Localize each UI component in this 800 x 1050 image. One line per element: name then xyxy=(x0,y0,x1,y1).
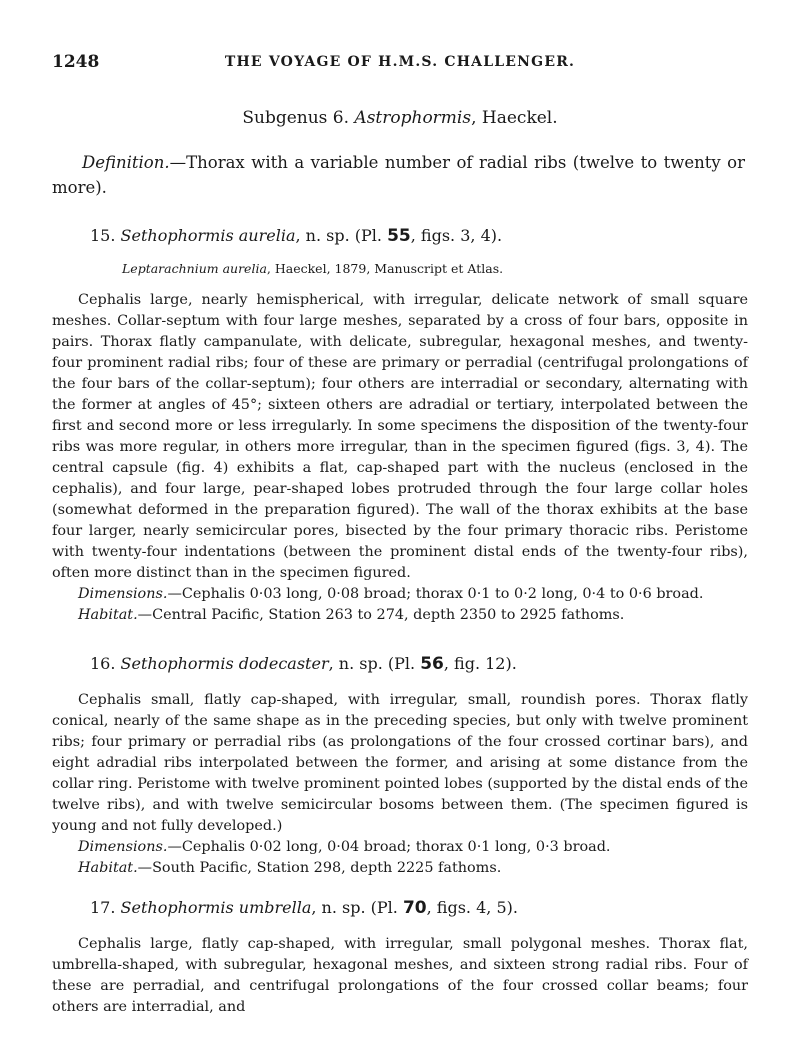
species-description-block xyxy=(52,690,748,879)
definition-paragraph xyxy=(52,150,745,200)
synonym-name: Leptarachnium aurelia xyxy=(122,261,267,276)
habitat-label: Habitat. xyxy=(78,607,138,623)
dimensions-label: Dimensions. xyxy=(78,586,168,602)
habitat-text: —Central Pacific, Station 263 to 274, depth 2350 to 2925 fathoms. xyxy=(137,607,625,623)
dimensions-line xyxy=(52,584,748,605)
species-name: Sethophormis umbrella xyxy=(120,898,312,917)
dimensions-line xyxy=(52,837,748,858)
species-description: Cephalis large, flatly cap-shaped, with irregular, small polygonal meshes. Thorax flat, umbrella-shaped, with subregular, hexagonal meshes, and sixteen strong radial ribs. Four of these are perradial, and centrifugal prolongations of the four crossed collar beams; four others are interradial, and xyxy=(52,936,748,1015)
definition-label: Definition. xyxy=(82,153,170,172)
plate-number: 55 xyxy=(387,226,411,246)
species-number: 16. xyxy=(90,654,116,673)
synonym-ref: , Haeckel, 1879, Manuscript et Atlas. xyxy=(266,261,504,276)
habitat-text: —South Pacific, Station 298, depth 2225 fathoms. xyxy=(137,860,502,876)
species-description: Cephalis large, nearly hemispherical, with irregular, delicate network of small square meshes. Collar-septum with four large meshes, separated by a cross of four bars, opposite in pairs. Thorax flatly campanulate, with delicate, subregular, hexagonal meshes, and twenty-four prominent radial ribs; four of these are primary or perradial (centrifugal prolongations of the four bars of the collar-septum); four others are interradial or secondary, alternating with the former at angles of 45°; sixteen others are adradial or tertiary, interpolated between the first and second more or less irregularly. In some specimens the disposition of the twenty-four ribs was more regular, in others more irregular, than in the specimen figured (figs. 3, 4). The central capsule (fig. 4) exhibits a flat, cap-shaped part with the nucleus (enclosed in the cephalis), and four large, pear-shaped lobes protruded through the four large collar holes (somewhat deformed in the preparation figured). The wall of the thorax exhibits at the base four larger, nearly semicircular pores, bisected by the four primary thoracic ribs. Peristome with twenty-four indentations (between the prominent distal ends of the twenty-four ribs), often more distinct than in the specimen figured. xyxy=(52,292,748,581)
dimensions-label: Dimensions. xyxy=(78,839,168,855)
running-title: THE VOYAGE OF H.M.S. CHALLENGER. xyxy=(224,54,576,70)
species-number: 17. xyxy=(90,898,116,917)
plate-number: 70 xyxy=(402,898,427,918)
habitat-line xyxy=(52,858,748,879)
habitat-line xyxy=(52,605,748,626)
dimensions-text: —Cephalis 0·03 long, 0·08 broad; thorax 0·1 to 0·2 long, 0·4 to 0·6 broad. xyxy=(167,586,704,602)
species-figs: , figs. 4, 5). xyxy=(426,898,518,917)
species-heading xyxy=(90,654,750,674)
species-number: 15. xyxy=(90,226,116,245)
species-suffix: , n. sp. (Pl. xyxy=(328,654,416,673)
synonym-line xyxy=(122,261,750,276)
subgenus-prefix: Subgenus 6. xyxy=(242,108,350,128)
definition-text: —Thorax with a variable number of radial ribs (twelve to twenty or more). xyxy=(52,153,745,197)
species-description-block xyxy=(52,934,748,1018)
species-heading xyxy=(90,226,750,246)
subgenus-heading xyxy=(0,108,800,128)
species-suffix: , n. sp. (Pl. xyxy=(295,226,382,245)
species-heading xyxy=(90,898,750,918)
page-header xyxy=(52,52,748,74)
species-name: Sethophormis aurelia xyxy=(120,226,296,245)
plate-number: 56 xyxy=(420,654,444,674)
species-suffix: , n. sp. (Pl. xyxy=(311,898,398,917)
habitat-label: Habitat. xyxy=(78,860,138,876)
species-description: Cephalis small, flatly cap-shaped, with irregular, small, roundish pores. Thorax flatly conical, nearly of the same shape as in the preceding species, but only with twelve prominent ribs; four primary or perradial ribs (as prolongations of the four crossed cortinar bars), and eight adradial ribs interpolated between the former, and arising at some distance from the collar ring. Peristome with twelve prominent pointed lobes (supported by the distal ends of the twelve ribs), and with twelve semicircular bosoms between them. (The specimen figured is young and not fully developed.) xyxy=(52,692,748,834)
subgenus-author: , Haeckel. xyxy=(471,108,558,128)
species-figs: , fig. 12). xyxy=(443,654,517,673)
page-number: 1248 xyxy=(52,52,100,72)
dimensions-text: —Cephalis 0·02 long, 0·04 broad; thorax 0·1 long, 0·3 broad. xyxy=(167,839,611,855)
subgenus-name: Astrophormis xyxy=(354,108,472,128)
species-name: Sethophormis dodecaster xyxy=(120,654,329,673)
species-description-block xyxy=(52,290,748,626)
species-figs: , figs. 3, 4). xyxy=(410,226,503,245)
